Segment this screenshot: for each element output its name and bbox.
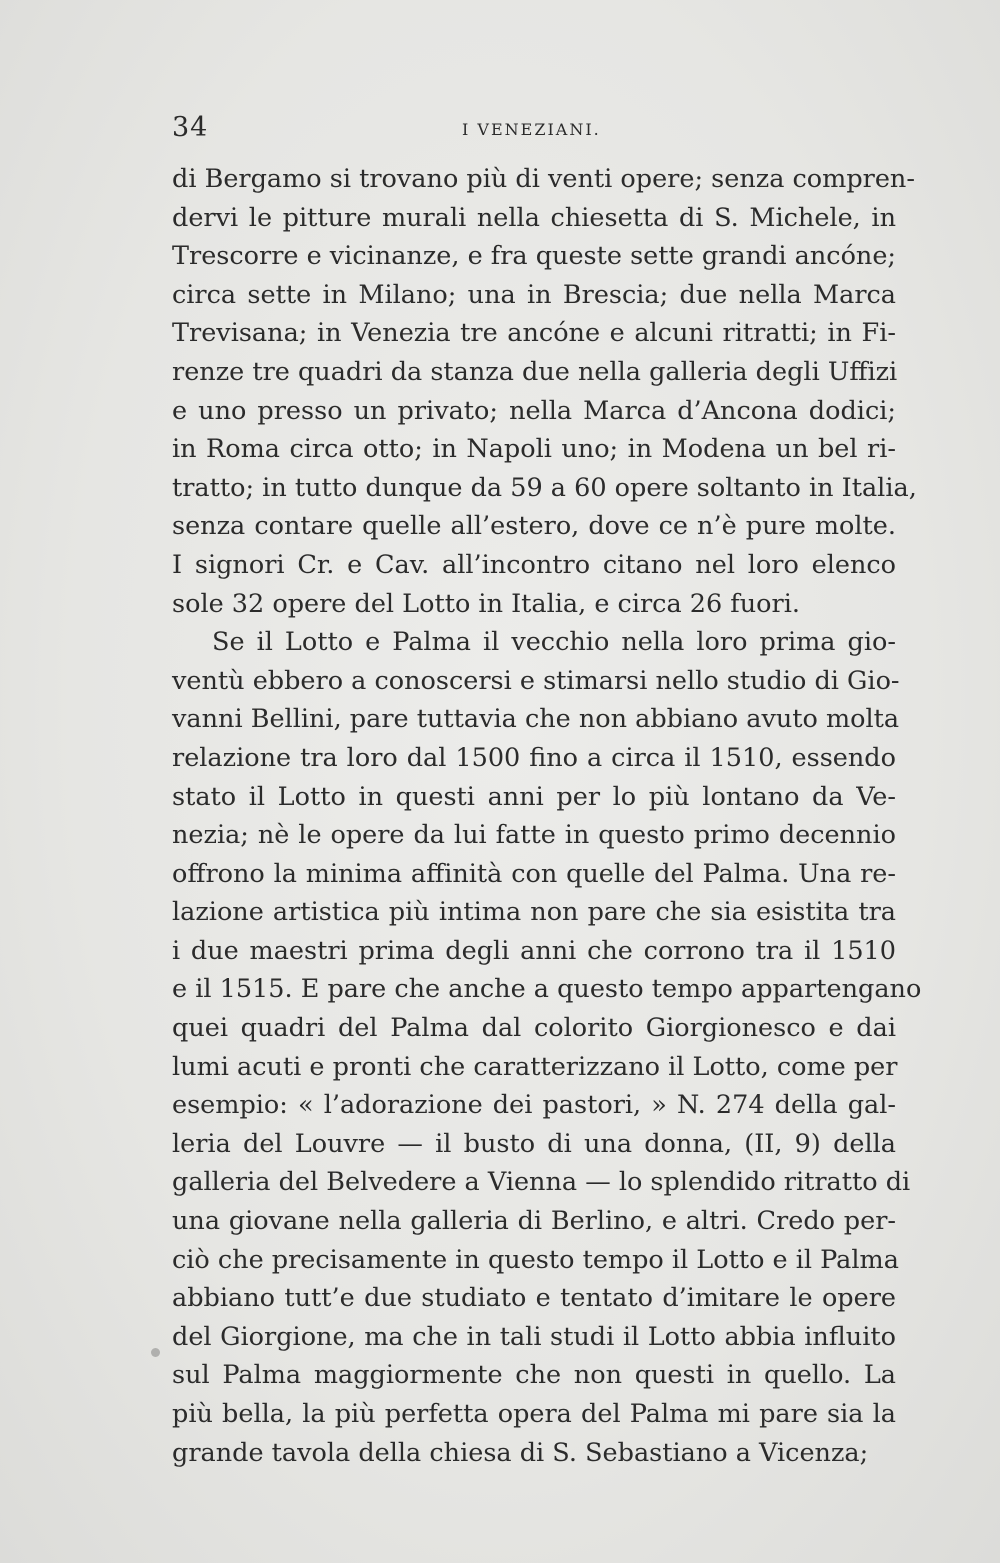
text-line: dervi le pitture murali nella chiesetta di S. Michele, in — [172, 202, 896, 233]
text-line: esempio: « l’adorazione dei pastori, » N. 274 della gal- — [172, 1090, 896, 1121]
text-line: grande tavola della chiesa di S. Sebastiano a Vicenza; — [172, 1437, 869, 1468]
text-line: offrono la minima affinità con quelle del Palma. Una re- — [172, 858, 896, 889]
text-line: galleria del Belvedere a Vienna — lo splendido ritratto di — [172, 1167, 911, 1198]
text-line: più bella, la più perfetta opera del Palma mi pare sia la — [172, 1399, 896, 1429]
paper-speck — [151, 1348, 160, 1357]
text-line: renze tre quadri da stanza due nella galleria degli Uffizi — [172, 356, 898, 387]
text-line: I signori Cr. e Cav. all’incontro citano nel loro elenco — [172, 549, 896, 580]
text-line: ciò che precisamente in questo tempo il Lotto e il Palma — [172, 1244, 899, 1275]
body-text — [172, 160, 922, 1472]
text-line: senza contare quelle all’estero, dove ce n’è pure molte. — [172, 511, 896, 542]
text-line: e uno presso un privato; nella Marca d’Ancona dodici; — [172, 395, 896, 426]
text-line: tratto; in tutto dunque da 59 a 60 opere soltanto in Italia, — [172, 472, 917, 503]
text-line: sul Palma maggiormente che non questi in quello. La — [172, 1360, 896, 1391]
text-line: del Giorgione, ma che in tali studi il Lotto abbia influito — [172, 1321, 896, 1352]
text-line: abbiano tutt’e due studiato e tentato d’imitare le opere — [172, 1283, 896, 1314]
text-line: Se il Lotto e Palma il vecchio nella loro prima gio- — [212, 627, 896, 658]
text-line: in Roma circa otto; in Napoli uno; in Modena un bel ri- — [172, 434, 896, 465]
text-line: Trescorre e vicinanze, e fra queste sette grandi ancóne; — [172, 241, 897, 272]
text-line: lumi acuti e pronti che caratterizzano il Lotto, come per — [172, 1051, 898, 1082]
running-head — [172, 112, 894, 152]
text-line: leria del Louvre — il busto di una donna, (II, 9) della — [172, 1128, 896, 1159]
text-line: ventù ebbero a conoscersi e stimarsi nello studio di Gio- — [172, 665, 900, 696]
text-line: Trevisana; in Venezia tre ancóne e alcuni ritratti; in Fi- — [172, 318, 896, 349]
page-number: 34 — [172, 112, 209, 143]
text-line: di Bergamo si trovano più di venti opere; senza compren- — [172, 164, 915, 194]
text-line: stato il Lotto in questi anni per lo più lontano da Ve- — [172, 781, 896, 812]
text-line: circa sette in Milano; una in Brescia; due nella Marca — [172, 279, 896, 310]
text-line: i due maestri prima degli anni che corrono tra il 1510 — [172, 935, 896, 966]
running-title: I VENEZIANI. — [462, 120, 601, 139]
text-line: una giovane nella galleria di Berlino, e altri. Credo per- — [172, 1206, 896, 1237]
text-line: sole 32 opere del Lotto in Italia, e circa 26 fuori. — [172, 588, 800, 619]
text-line: relazione tra loro dal 1500 fino a circa il 1510, essendo — [172, 742, 896, 773]
text-line: nezia; nè le opere da lui fatte in questo primo decennio — [172, 820, 896, 851]
text-line: quei quadri del Palma dal colorito Giorgionesco e dai — [172, 1013, 896, 1044]
text-line: lazione artistica più intima non pare che sia esistita tra — [172, 897, 896, 928]
text-line: vanni Bellini, pare tuttavia che non abbiano avuto molta — [172, 704, 900, 735]
text-line: e il 1515. E pare che anche a questo tempo appartengano — [172, 974, 922, 1005]
